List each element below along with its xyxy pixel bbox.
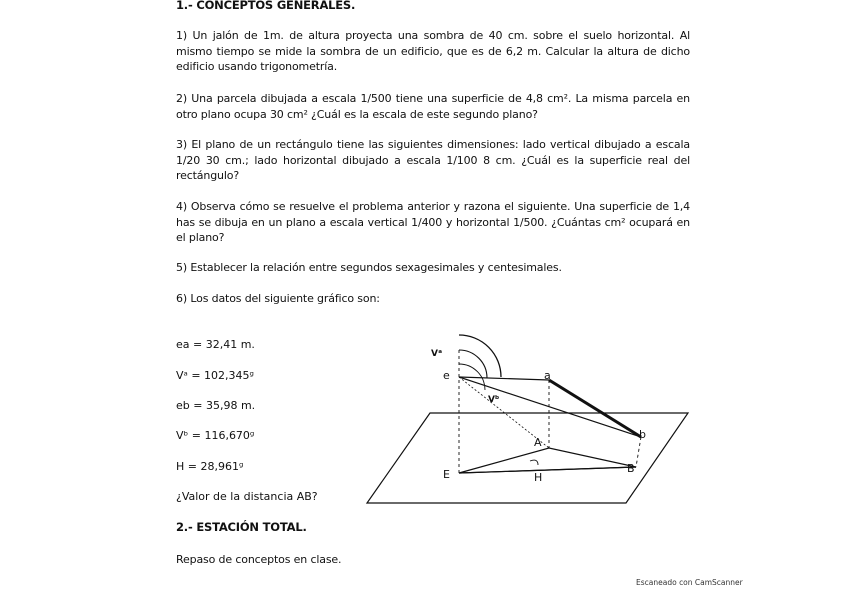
label-B: B: [627, 462, 635, 475]
section2-title: 2.- ESTACIÓN TOTAL.: [176, 520, 307, 534]
line-ea: [459, 377, 549, 380]
problem-5: 5) Establecer la relación entre segundos sexagesimales y centesimales.: [176, 261, 562, 274]
line-eb: [459, 377, 641, 437]
label-E: E: [443, 468, 450, 481]
data-h: H = 28,961ᵍ: [176, 460, 244, 473]
line-ab: [549, 380, 641, 437]
ground-plane: [367, 413, 688, 503]
label-a: a: [544, 369, 551, 382]
section2-text: Repaso de conceptos en clase.: [176, 553, 342, 566]
label-va: Vᵃ: [431, 349, 443, 359]
problem-6: 6) Los datos del siguiente gráfico son:: [176, 292, 380, 305]
label-vb: Vᵇ: [488, 395, 500, 405]
scanner-watermark: Escaneado con CamScanner: [636, 578, 743, 587]
data-ea: ea = 32,41 m.: [176, 338, 255, 351]
ground-triangle: [459, 448, 636, 473]
zenith-arc-va: [459, 335, 501, 377]
problem-1: 1) Un jalón de 1m. de altura proyecta una sombra de 40 cm. sobre el suelo horizontal. Al mismo tiempo se mide la sombra de un edificio, que es de 6,2 m. Calcular la altura de dicho edificio usando trigonometría.: [176, 29, 690, 73]
line-EB: [459, 467, 636, 473]
label-b: b: [639, 428, 646, 441]
label-e: e: [443, 369, 450, 382]
problem-3: 3) El plano de un rectángulo tiene las siguientes dimensiones: lado vertical dibujado a escala 1/20 30 cm.; lado horizontal dibujado a escala 1/100 8 cm. ¿Cuál es la superficie real del rectángulo?: [176, 138, 690, 182]
data-vb: Vᵇ = 116,670ᵍ: [176, 429, 255, 442]
problem-2: 2) Una parcela dibujada a escala 1/500 tiene una superficie de 4,8 cm². La misma parcela en otro plano ocupa 30 cm² ¿Cuál es la escala de este segundo plano?: [176, 92, 690, 121]
problem-4: 4) Observa cómo se resuelve el problema anterior y razona el siguiente. Una superficie de 1,4 has se dibuja en un plano a escala vertical 1/400 y horizontal 1/500. ¿Cuántas cm² ocupará en el plano?: [176, 200, 690, 244]
data-eb: eb = 35,98 m.: [176, 399, 256, 412]
vertical-bb-line: [636, 437, 641, 467]
label-H: H: [534, 471, 543, 484]
angle-h-marker: [530, 460, 538, 465]
data-va: Vᵃ = 102,345ᵍ: [176, 369, 254, 382]
label-A: A: [534, 436, 542, 449]
section1-title: 1.- CONCEPTOS GENERALES.: [176, 0, 356, 12]
question-ab: ¿Valor de la distancia AB?: [176, 490, 318, 503]
